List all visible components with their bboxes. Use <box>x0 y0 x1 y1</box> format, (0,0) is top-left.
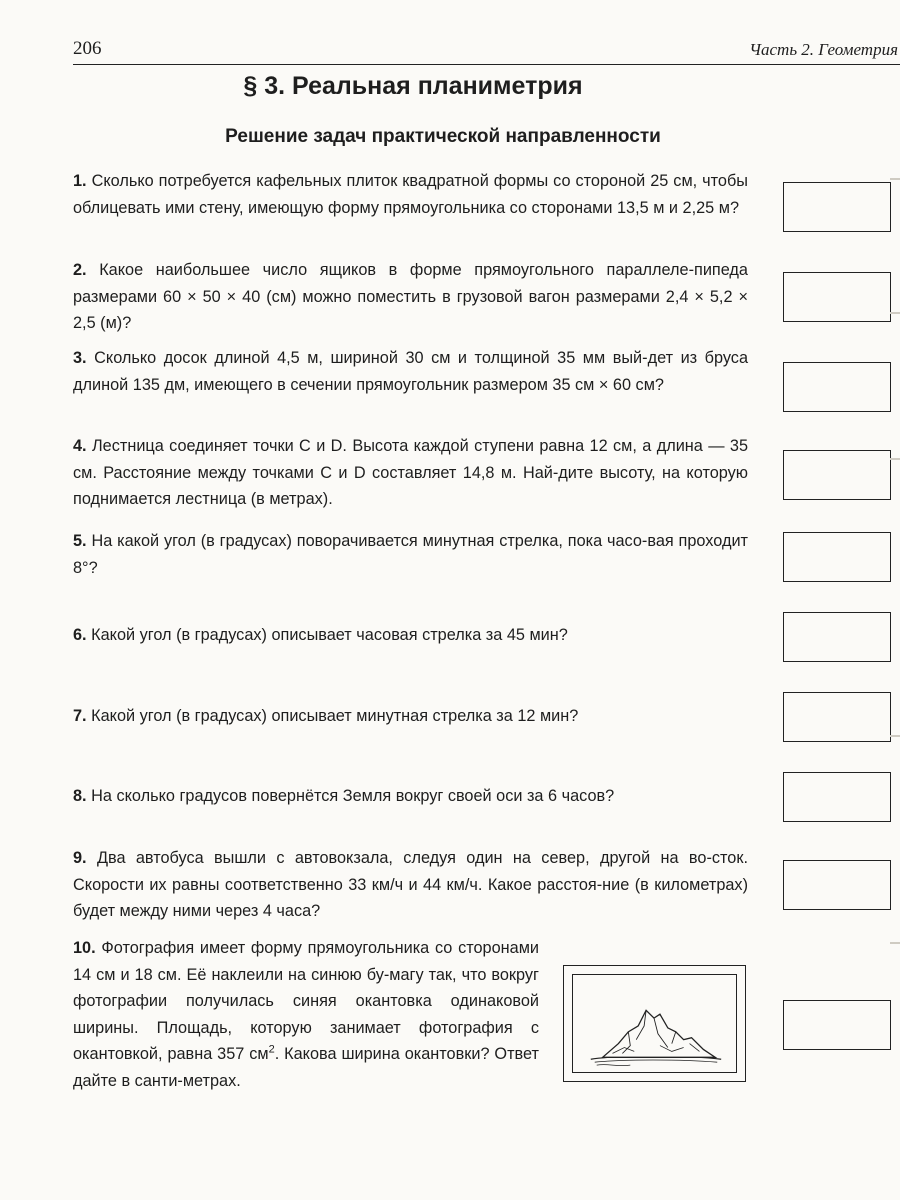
answer-box-9[interactable] <box>783 860 891 910</box>
answer-box-8[interactable] <box>783 772 891 822</box>
problem-1 <box>73 168 748 221</box>
problem-9 <box>73 845 748 925</box>
problem-number: 10. <box>73 939 96 957</box>
problem-text: На сколько градусов повернётся Земля вокруг своей оси за 6 часов? <box>91 787 615 805</box>
superscript: 2 <box>268 1043 275 1056</box>
problem-text: Два автобуса вышли с автовокзала, следуя один на север, другой на во-сток. Скорости их равны соответственно 33 км/ч и 44 км/ч. Какое расстоя-ние (в километрах) будет между ними через 4 часа? <box>73 849 748 920</box>
problem-5 <box>73 528 748 581</box>
problem-7 <box>73 703 748 730</box>
problem-4 <box>73 433 748 513</box>
answer-box-10[interactable] <box>783 1000 891 1050</box>
subtitle: Решение задач практической направленности <box>225 126 661 147</box>
problem-number: 1. <box>73 172 87 190</box>
header-rule <box>73 64 900 65</box>
problem-text: Какой угол (в градусах) описывает минутная стрелка за 12 мин? <box>91 707 579 725</box>
iceberg-illustration <box>573 975 736 1072</box>
answer-box-6[interactable] <box>783 612 891 662</box>
problem-number: 7. <box>73 707 87 725</box>
problem-number: 2. <box>73 261 87 279</box>
bleed-through-mark <box>890 178 900 180</box>
section-title: § 3. Реальная планиметрия <box>243 72 583 100</box>
bleed-through-mark <box>890 942 900 944</box>
bleed-through-mark <box>890 458 900 460</box>
bleed-through-mark <box>890 735 900 737</box>
problem-number: 6. <box>73 626 87 644</box>
problem-number: 9. <box>73 849 87 867</box>
answer-box-2[interactable] <box>783 272 891 322</box>
problem-3 <box>73 345 748 398</box>
bleed-through-mark <box>890 312 900 314</box>
problem-text: Сколько потребуется кафельных плиток квадратной формы со стороной 25 см, чтобы облицевать ими стену, имеющую форму прямоугольника со сторонами 13,5 м и 2,25 м? <box>73 172 748 217</box>
answer-box-7[interactable] <box>783 692 891 742</box>
problem-6 <box>73 622 748 649</box>
problem-number: 3. <box>73 349 87 367</box>
photo-inner-frame <box>572 974 737 1073</box>
problem-number: 5. <box>73 532 87 550</box>
problem-text: На какой угол (в градусах) поворачивается минутная стрелка, пока часо-вая проходит 8°? <box>73 532 748 577</box>
problem-text: Фотография имеет форму прямоугольника со сторонами 14 см и 18 см. Её наклеили на синюю бу-магу так, что вокруг фотографии получилась синяя окантовка одинаковой ширины. Площадь, которую занимает фотография с окантовкой, равна 357 см <box>73 939 539 1063</box>
problem-text: Какое наибольшее число ящиков в форме прямоугольного параллеле-пипеда размерами 60 × 50 × 40 (см) можно поместить в грузовой вагон размерами 2,4 × 5,2 × 2,5 (м)? <box>73 261 748 332</box>
framed-photo-figure <box>563 965 746 1082</box>
problem-text: . Какова ширина окантовки? Ответ дайте в санти-метрах. <box>73 1045 539 1090</box>
problem-text: Сколько досок длиной 4,5 м, шириной 30 см и толщиной 35 мм вый-дет из бруса длиной 135 дм, имеющего в сечении прямоугольник размером 35 см × 60 см? <box>73 349 749 394</box>
answer-box-3[interactable] <box>783 362 891 412</box>
problem-text: Лестница соединяет точки C и D. Высота каждой ступени равна 12 см, а длина — 35 см. Расстояние между точками C и D составляет 14,8 м. Най-дите высоту, на которую поднимается лестница (в метрах). <box>73 437 748 508</box>
page-number: 206 <box>73 38 102 59</box>
answer-box-4[interactable] <box>783 450 891 500</box>
answer-box-1[interactable] <box>783 182 891 232</box>
problem-8 <box>73 783 748 810</box>
problem-text: Какой угол (в градусах) описывает часовая стрелка за 45 мин? <box>91 626 568 644</box>
problem-10 <box>73 935 539 1094</box>
problem-number: 8. <box>73 787 87 805</box>
problem-2 <box>73 257 748 337</box>
problem-number: 4. <box>73 437 87 455</box>
answer-box-5[interactable] <box>783 532 891 582</box>
running-head: Часть 2. Геометрия <box>749 40 898 59</box>
